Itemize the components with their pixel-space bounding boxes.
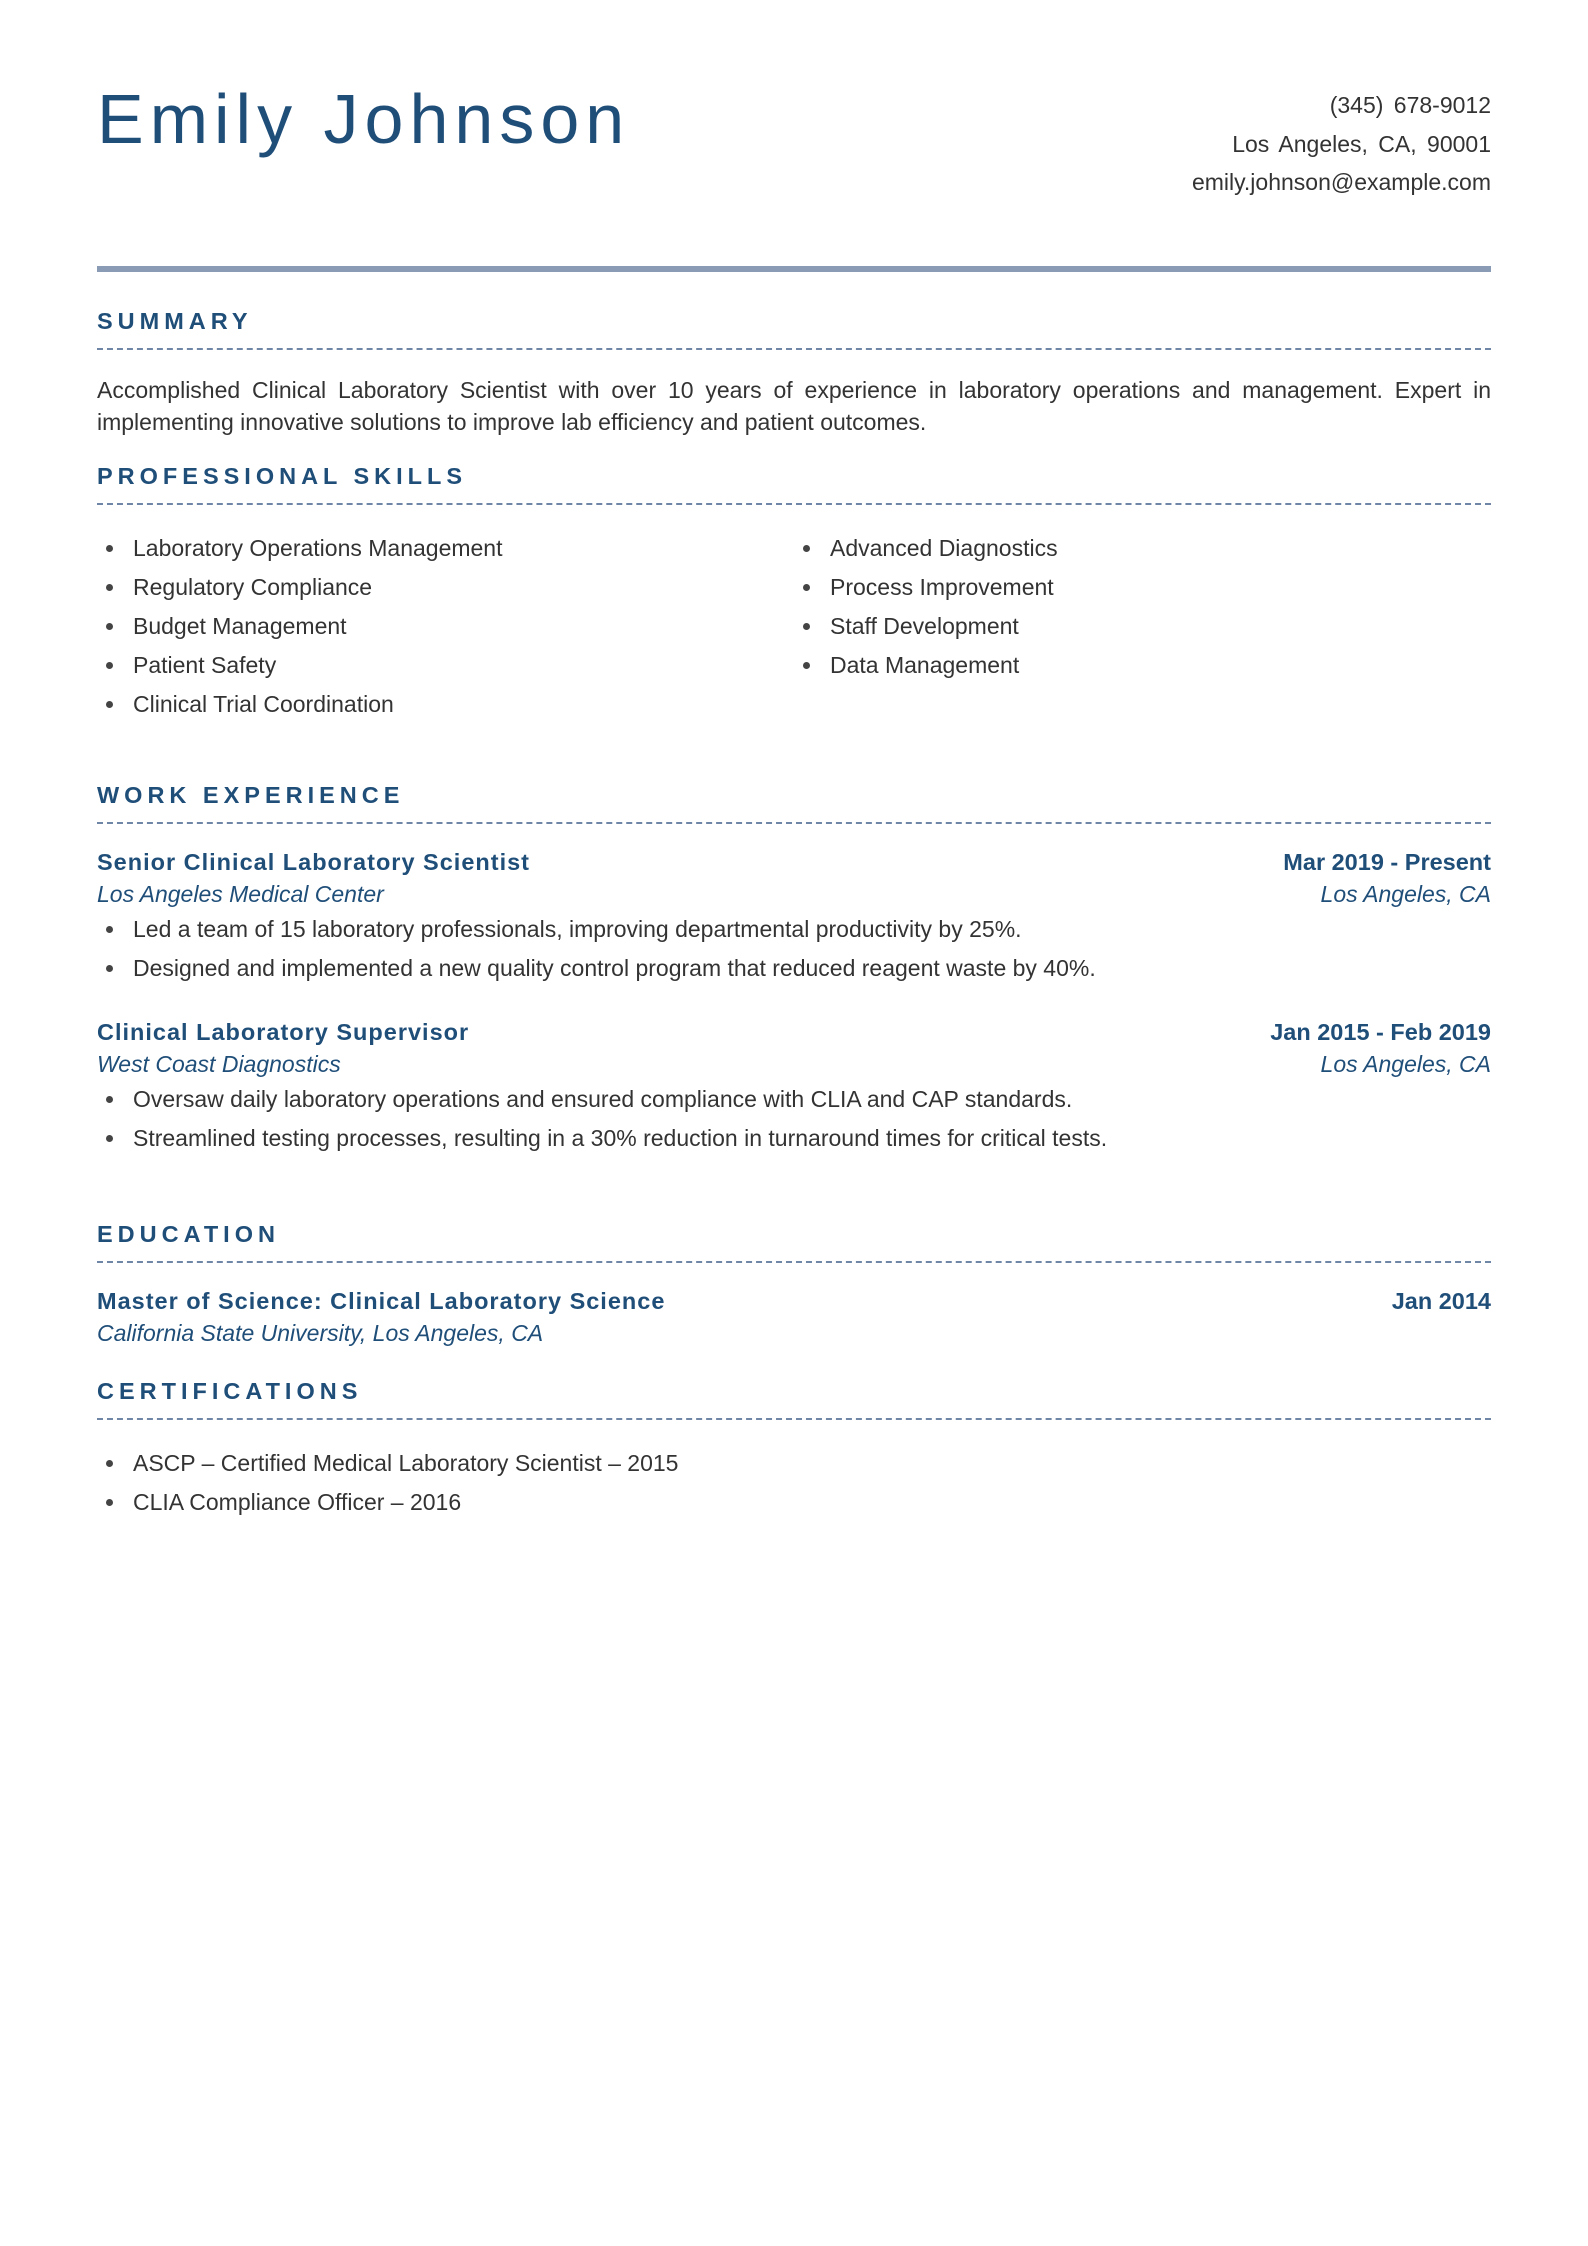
certifications-list <box>97 1444 1491 1522</box>
education-entry <box>97 1285 1491 1349</box>
section-title-experience: WORK EXPERIENCE <box>97 784 1491 824</box>
job-title: Clinical Laboratory Supervisor <box>97 1018 470 1045</box>
header-divider <box>97 266 1491 272</box>
skills-list-left <box>97 529 794 724</box>
experience-section <box>97 784 1491 1158</box>
job-title: Senior Clinical Laboratory Scientist <box>97 848 530 875</box>
job-bullet: Designed and implemented a new quality control program that reduced reagent waste by 40%. <box>97 949 1491 988</box>
skills-list-right <box>794 529 1491 685</box>
degree: Master of Science: Clinical Laboratory Science <box>97 1287 666 1314</box>
skill-item: Staff Development <box>794 607 1491 646</box>
job-subheader <box>97 1048 1491 1080</box>
contact-location: Los Angeles, CA, 90001 <box>1232 130 1491 157</box>
job-subheader <box>97 878 1491 910</box>
job-location: Los Angeles, CA <box>1320 1050 1491 1077</box>
skills-grid <box>97 529 1491 724</box>
section-title-summary: SUMMARY <box>97 310 1491 350</box>
certifications-section <box>97 1380 1491 1522</box>
section-title-certifications: CERTIFICATIONS <box>97 1380 1491 1420</box>
job-bullets <box>97 1080 1491 1158</box>
education-subheader <box>97 1317 1491 1349</box>
candidate-name: Emily Johnson <box>97 80 631 158</box>
section-title-skills: PROFESSIONAL SKILLS <box>97 465 1491 505</box>
job-header <box>97 1016 1491 1048</box>
education-header <box>97 1285 1491 1317</box>
section-title-education: EDUCATION <box>97 1223 1491 1263</box>
skill-item: Clinical Trial Coordination <box>97 685 794 724</box>
summary-section <box>97 310 1491 438</box>
education-section <box>97 1223 1491 1349</box>
job-company: West Coast Diagnostics <box>97 1050 341 1077</box>
skills-column-right <box>794 529 1491 724</box>
job-bullets <box>97 910 1491 988</box>
job-dates: Jan 2015 - Feb 2019 <box>1270 1018 1491 1045</box>
job-bullet: Streamlined testing processes, resulting in a 30% reduction in turnaround times for critical tests. <box>97 1119 1491 1158</box>
job-dates: Mar 2019 - Present <box>1283 848 1491 875</box>
contact-block <box>1192 86 1491 202</box>
skills-section <box>97 465 1491 724</box>
job-entry <box>97 1016 1491 1158</box>
contact-email: emily.johnson@example.com <box>1191 169 1491 195</box>
contact-phone: (345) 678-9012 <box>1329 92 1491 118</box>
certification-item: CLIA Compliance Officer – 2016 <box>97 1483 1491 1522</box>
school: California State University, Los Angeles, CA <box>97 1319 544 1346</box>
skill-item: Patient Safety <box>97 646 794 685</box>
skill-item: Laboratory Operations Management <box>97 529 794 568</box>
job-bullet: Oversaw daily laboratory operations and ensured compliance with CLIA and CAP standards. <box>97 1080 1491 1119</box>
skill-item: Budget Management <box>97 607 794 646</box>
summary-text: Accomplished Clinical Laboratory Scientist with over 10 years of experience in laboratory operations and management. Expert in implementing innovative solutions to improve lab efficiency and patient outcomes. <box>97 376 1491 435</box>
job-entry <box>97 846 1491 988</box>
job-bullet: Led a team of 15 laboratory professionals, improving departmental productivity by 25%. <box>97 910 1491 949</box>
skill-item: Advanced Diagnostics <box>794 529 1491 568</box>
skill-item: Data Management <box>794 646 1491 685</box>
job-company: Los Angeles Medical Center <box>97 880 384 907</box>
certification-item: ASCP – Certified Medical Laboratory Scientist – 2015 <box>97 1444 1491 1483</box>
job-location: Los Angeles, CA <box>1320 880 1491 907</box>
job-header <box>97 846 1491 878</box>
skill-item: Regulatory Compliance <box>97 568 794 607</box>
education-date: Jan 2014 <box>1391 1287 1491 1314</box>
skills-column-left <box>97 529 794 724</box>
skill-item: Process Improvement <box>794 568 1491 607</box>
resume-header <box>97 0 1491 272</box>
